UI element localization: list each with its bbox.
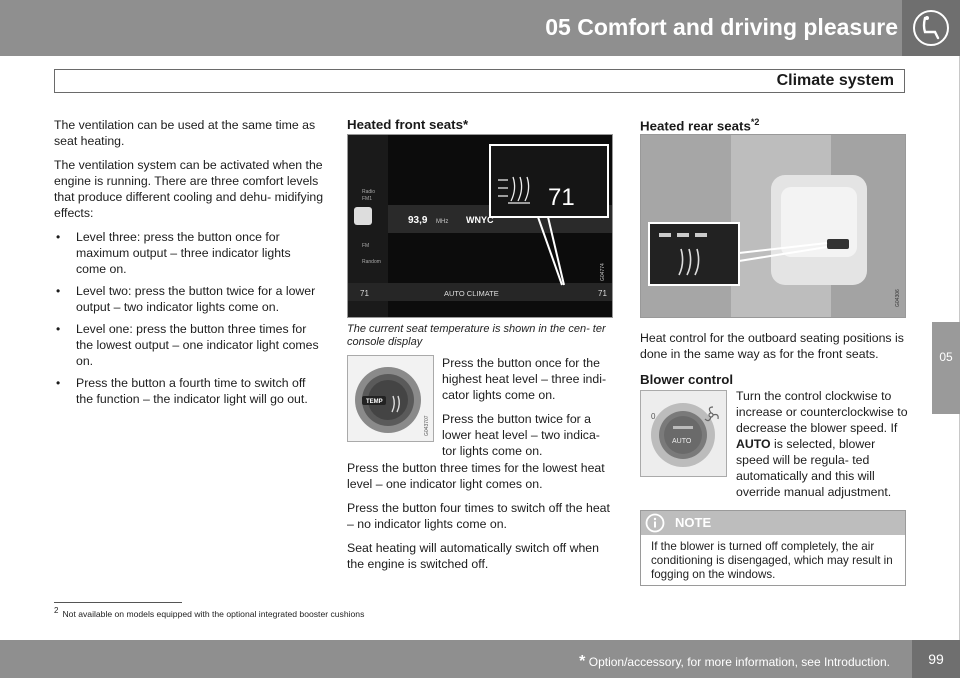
- image-caption: The current seat temperature is shown in the cen- ter console display: [347, 323, 606, 348]
- image-code: G043707: [424, 415, 430, 436]
- paragraph: Heat control for the outboard seating positions is done in the same way as for the front seats.: [640, 331, 904, 361]
- paragraph: Press the button once for the highest heat level – three indi- cator lights come on.: [442, 356, 607, 402]
- footnote-text: Not available on models equipped with the optional integrated booster cushions: [62, 608, 365, 619]
- seat-temperature-large: 71: [548, 184, 575, 211]
- station-name: WNYC: [466, 215, 494, 225]
- note-box: [640, 510, 906, 586]
- radio-label: Radio: [362, 189, 376, 195]
- auto-label: AUTO: [672, 438, 692, 445]
- temp-knob-image: [347, 355, 434, 442]
- option-mark: *: [579, 653, 586, 670]
- blower-knob-image: [640, 390, 727, 477]
- paragraph: Press the button three times for the lowest heat level – one indicator light comes on.: [347, 461, 605, 491]
- chapter-icon-box: [902, 0, 960, 56]
- auto-climate-label: AUTO CLIMATE: [444, 289, 499, 298]
- frequency-unit: MHz: [436, 219, 449, 225]
- console-display-image: [347, 134, 613, 318]
- note-header: [641, 511, 905, 535]
- rear-seat-control-image: [640, 134, 906, 318]
- option-footnote-mark: *2: [750, 117, 760, 127]
- page-number: 99: [912, 640, 960, 678]
- heading-text: Heated rear seats: [640, 118, 751, 134]
- text-run: is selected, blower speed will be regula- ted automatically and this will override manual adjustment.: [736, 437, 892, 499]
- blower-knob-illustration: [641, 391, 726, 476]
- footer-text: Option/accessory, for more information, see Introduction.: [585, 655, 890, 669]
- rear-seat-text: [640, 330, 906, 370]
- front-seat-steps-bottom: [347, 460, 614, 580]
- image-code: G04774: [600, 263, 606, 281]
- footnote-rule: [54, 602, 182, 603]
- band-label: FM1: [362, 196, 372, 202]
- heading-text: Heated front seats: [347, 117, 464, 132]
- seat-icon: [911, 8, 951, 48]
- chapter-title: 05 Comfort and driving pleasure: [545, 14, 898, 40]
- temp-label: TEMP: [366, 399, 383, 405]
- paragraph: Press the button twice for a lower heat level – two indica- tor lights come on.: [442, 412, 600, 458]
- option-mark: *: [463, 117, 469, 132]
- section-title: Climate system: [776, 72, 894, 89]
- left-column: [54, 117, 324, 413]
- page-footer: [0, 640, 960, 678]
- info-icon: [645, 513, 665, 533]
- paragraph: The ventilation can be used at the same time as seat heating.: [54, 118, 316, 148]
- side-tab-label: 05: [939, 350, 953, 364]
- left-temp: 71: [360, 289, 369, 298]
- paragraph: The ventilation system can be activated when the engine is running. There are three comfort levels that produce different cooling and dehu- midifying effects:: [54, 158, 324, 220]
- front-seat-steps-top: [442, 355, 614, 467]
- chapter-side-tab[interactable]: [932, 322, 960, 414]
- blower-control-heading: Blower control: [640, 372, 734, 387]
- page-header: [0, 0, 960, 56]
- paragraph: Seat heating will automatically switch off when the engine is switched off.: [347, 541, 599, 571]
- list-item: • Level two: press the button twice for a lower output – two indicator lights come on.: [54, 283, 324, 315]
- console-illustration: [348, 135, 613, 318]
- footer-note: [579, 653, 890, 671]
- blower-zero-label: 0: [651, 412, 656, 421]
- text-run: Turn the control clockwise to increase or counterclockwise to decrease the blower speed. If: [736, 389, 908, 435]
- right-temp: 71: [598, 289, 607, 298]
- menu-item: FM: [362, 243, 370, 249]
- note-text: If the blower is turned off completely, the air conditioning is disengaged, which may result in fogging on the windows.: [651, 540, 893, 581]
- menu-item: Random: [362, 259, 381, 265]
- paragraph: Press the button four times to switch off the heat – no indicator lights come on.: [347, 501, 610, 531]
- blower-text: [736, 388, 908, 508]
- section-bar: [54, 69, 905, 93]
- list-item: • Level three: press the button once for maximum output – three indicator lights come on.: [54, 229, 324, 277]
- level-list: [54, 229, 324, 407]
- note-label: NOTE: [675, 515, 712, 530]
- auto-term: AUTO: [736, 437, 771, 451]
- heated-rear-seats-heading: [640, 117, 759, 133]
- heated-front-seats-heading: [347, 117, 468, 132]
- paragraph: [736, 388, 908, 500]
- image-code: G04306: [895, 289, 901, 307]
- list-item: • Press the button a fourth time to switch off the function – the indicator light will go out.: [54, 375, 324, 407]
- footnote: [54, 606, 364, 619]
- frequency-readout: 93,9: [408, 215, 428, 226]
- rear-seat-illustration: [641, 135, 906, 318]
- list-item: • Level one: press the button three times for the lowest output – one indicator light comes on.: [54, 321, 324, 369]
- temp-knob-illustration: [348, 356, 433, 441]
- footnote-mark: 2: [54, 606, 59, 615]
